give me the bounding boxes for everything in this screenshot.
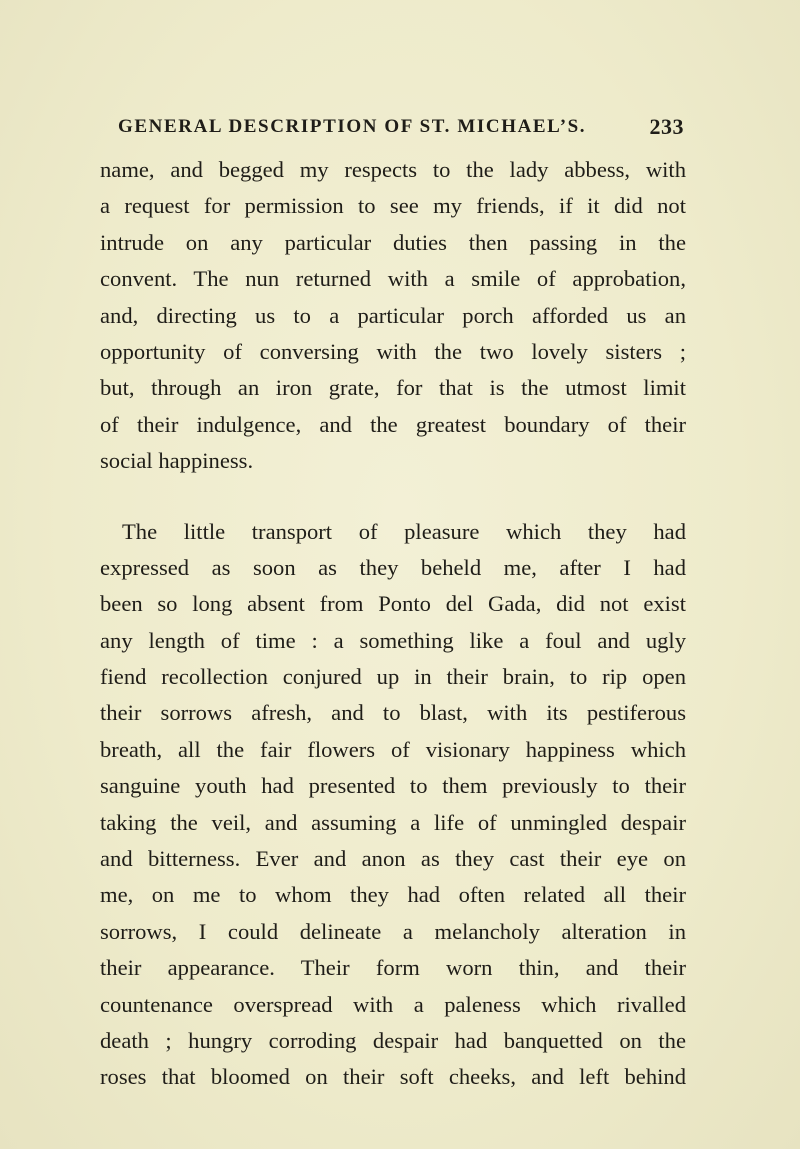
text-line: any length of time : a something like a foul and ugly [100, 627, 686, 653]
text-line: death ; hungry corroding despair had banquetted on the [100, 1027, 686, 1053]
text-line: taking the veil, and assuming a life of unmingled despair [100, 809, 686, 835]
running-head [118, 116, 684, 144]
text-line: been so long absent from Ponto del Gada, did not exist [100, 591, 686, 617]
text-line: The little transport of pleasure which they had [122, 518, 686, 544]
text-line: of their indulgence, and the greatest boundary of their [100, 411, 686, 437]
text-line: sanguine youth had presented to them previously to their [100, 773, 686, 799]
text-line: a request for permission to see my friends, if it did not [100, 193, 686, 219]
text-line: opportunity of conversing with the two lovely sisters ; [100, 338, 686, 364]
text-line: me, on me to whom they had often related all their [100, 882, 686, 908]
body-text [100, 152, 686, 1096]
text-line: but, through an iron grate, for that is the utmost limit [100, 375, 686, 401]
text-line: name, and begged my respects to the lady abbess, with [100, 157, 686, 182]
text-line: and, directing us to a particular porch afforded us an [100, 302, 686, 328]
running-title: GENERAL DESCRIPTION OF ST. MICHAEL’S. [118, 116, 587, 137]
text-line: roses that bloomed on their soft cheeks, and left behind [100, 1064, 686, 1090]
text-line: their appearance. Their form worn thin, and their [100, 955, 686, 981]
paragraph-gap [100, 480, 686, 514]
paragraph-2 [100, 514, 686, 1096]
text-line: intrude on any particular duties then passing in the [100, 229, 686, 255]
text-line: sorrows, I could delineate a melancholy alteration in [100, 918, 686, 944]
text-line: breath, all the fair flowers of visionary happiness which [100, 736, 686, 762]
text-line: fiend recollection conjured up in their brain, to rip open [100, 664, 686, 690]
text-line: their sorrows afresh, and to blast, with its pestiferous [100, 700, 686, 726]
paragraph-1 [100, 152, 686, 480]
text-line: social happiness. [100, 448, 254, 474]
text-line: convent. The nun returned with a smile of approbation, [100, 266, 686, 292]
page-number: 233 [649, 114, 684, 139]
text-line: countenance overspread with a paleness which rivalled [100, 991, 686, 1017]
text-line: and bitterness. Ever and anon as they cast their eye on [100, 846, 686, 872]
text-line: expressed as soon as they beheld me, after I had [100, 554, 686, 580]
